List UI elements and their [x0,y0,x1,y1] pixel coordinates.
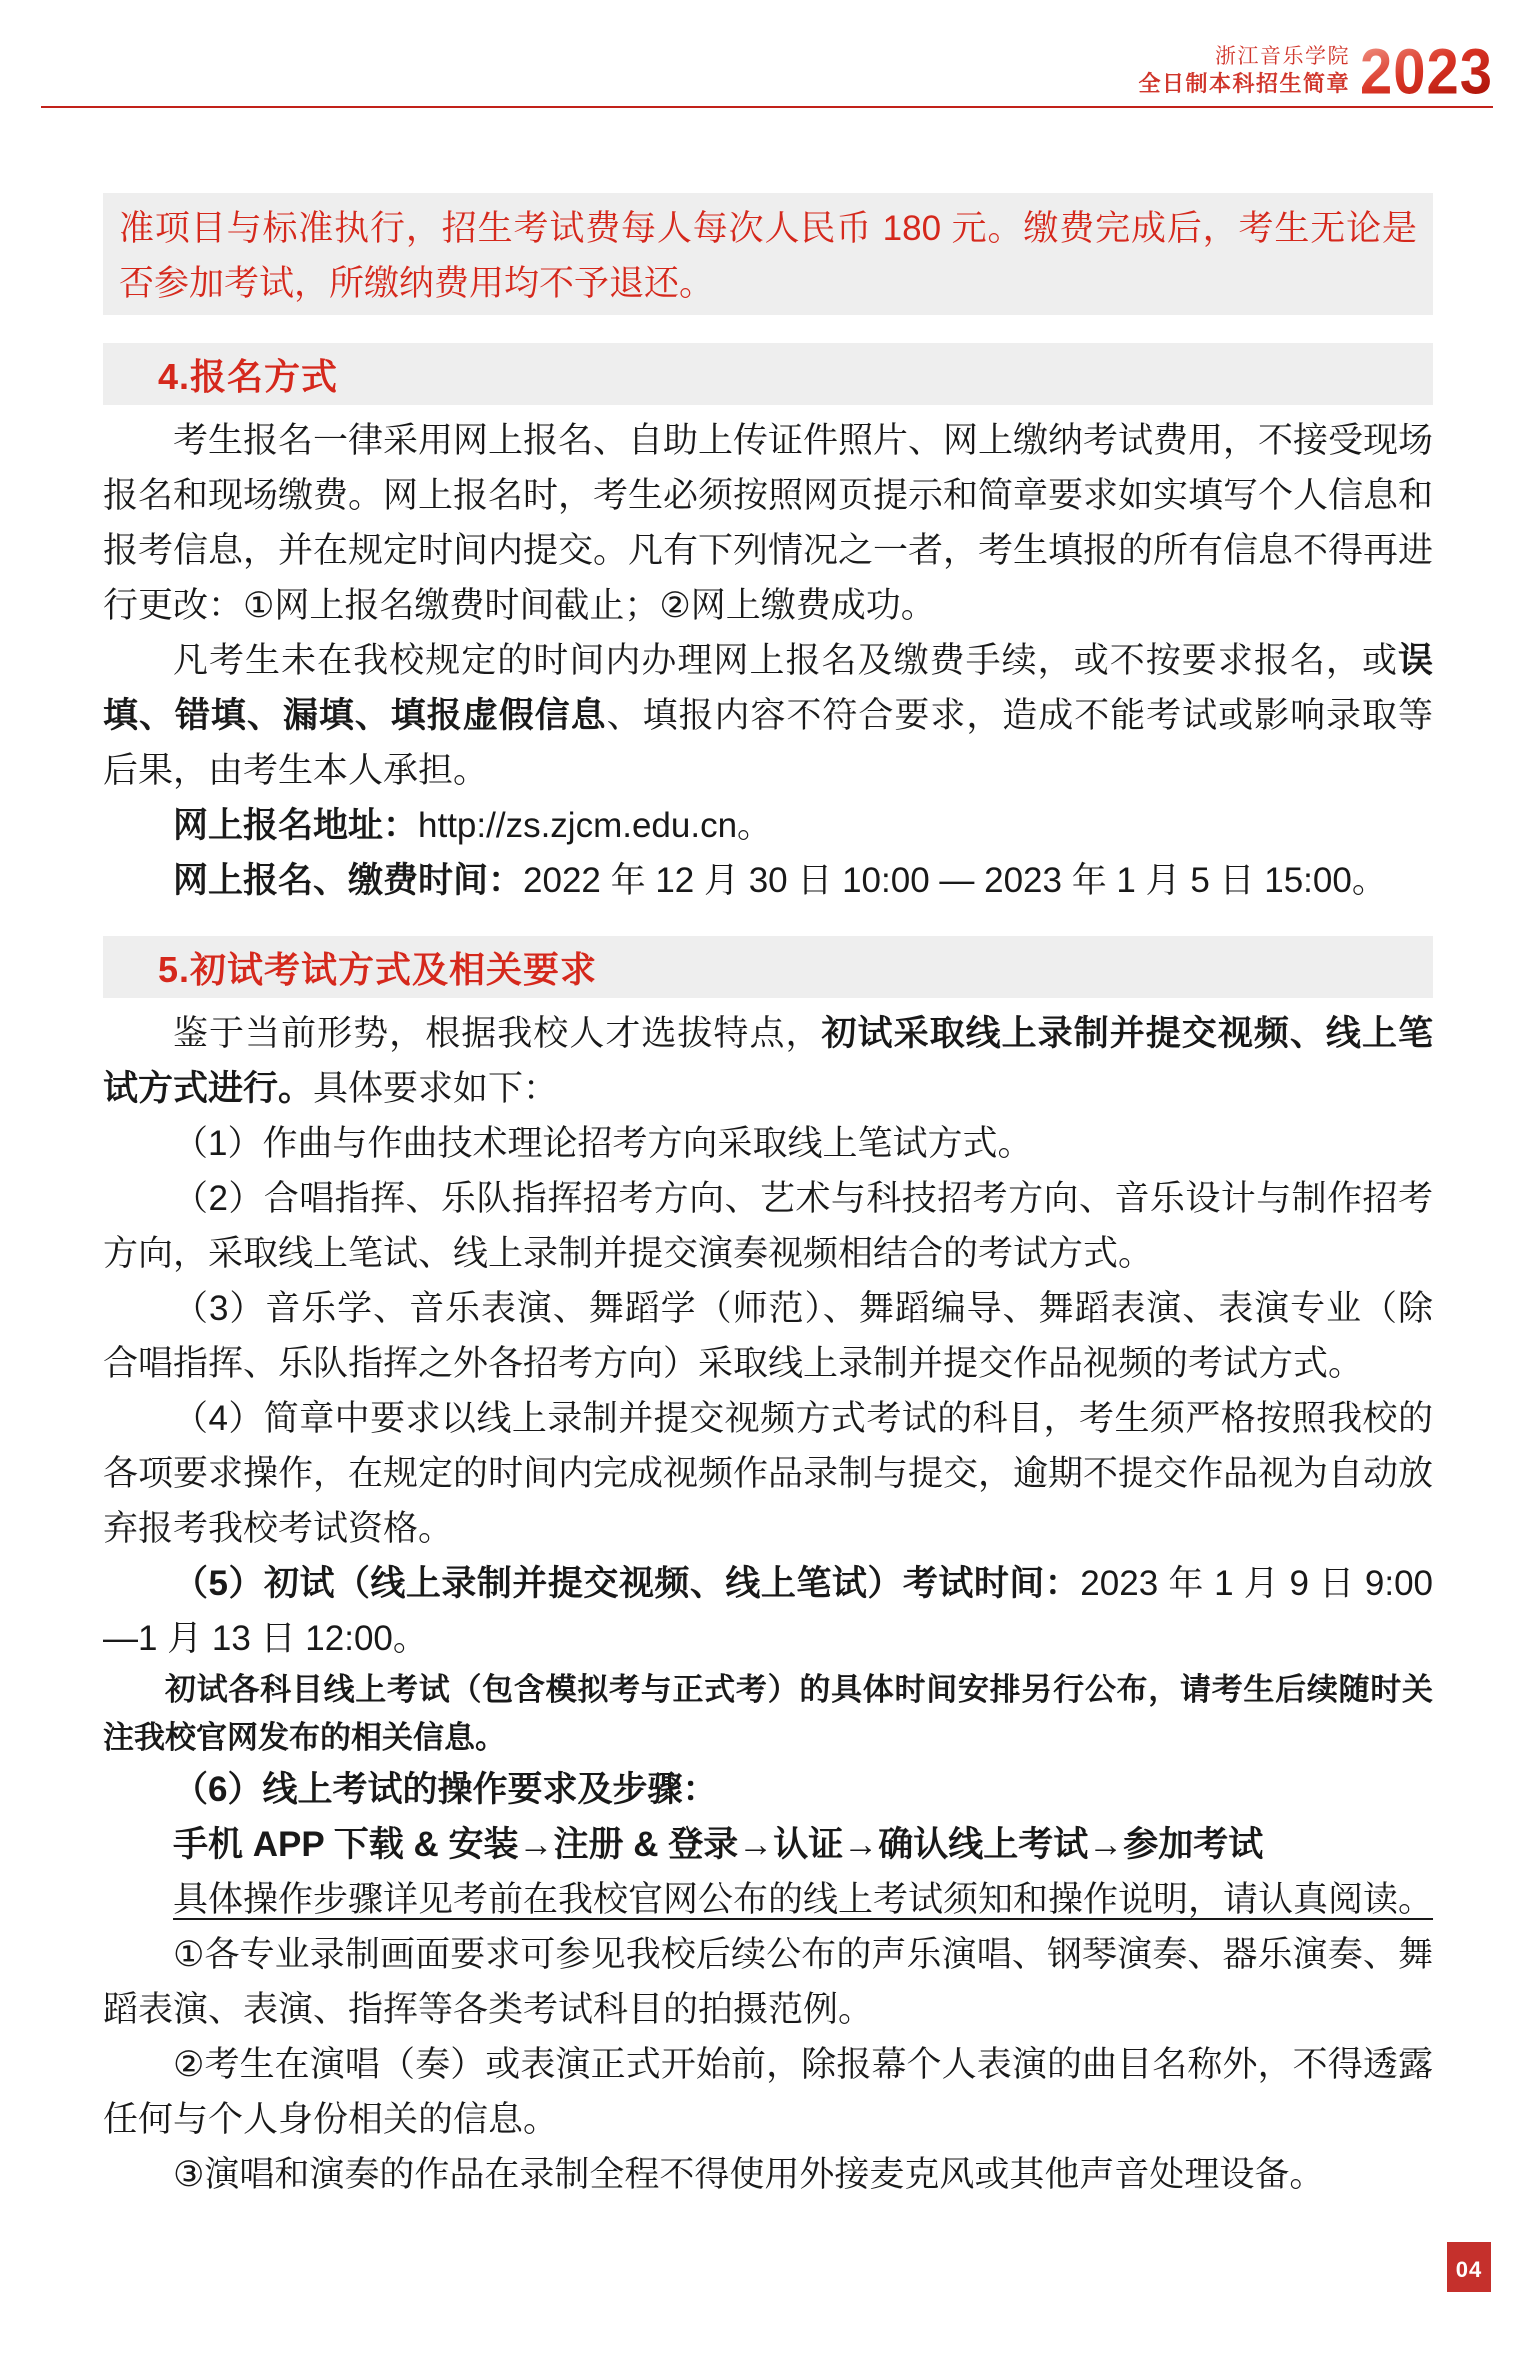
preliminary-exam-overview-paragraph [103,1006,1433,1116]
identity-privacy-paragraph [103,2037,1433,2147]
text-segment: （6）线上考试的操作要求及步骤： [173,1770,718,1809]
text-segment: （1）作曲与作曲技术理论招考方向采取线上笔试方式。 [173,1124,1033,1163]
section-5-title-bar [103,936,1433,998]
section-4-title-bar [103,343,1433,405]
text-segment: 鉴于当前形势，根据我校人才选拔特点， [173,1014,822,1053]
text-segment: 初试采取线上录制并提交视频、线上笔试方式进行。 [103,1014,1433,1108]
text-segment: 2023 年 1 月 9 日 9:00—1 月 13 日 12:00。 [103,1564,1433,1658]
text-segment: ③演唱和演奏的作品在录制全程不得使用外接麦克风或其他声音处理设备。 [173,2155,1325,2194]
registration-responsibility-paragraph [103,633,1433,798]
recording-sample-paragraph [103,1927,1433,2037]
text-segment: 、填报内容不符合要求，造成不能考试或影响录取等后果，由考生本人承担。 [103,696,1433,790]
text-segment: 2022 年 12 月 30 日 10:00 — 2023 年 1 月 5 日 15:00。 [523,861,1387,900]
year-label: 2023 [1359,36,1493,108]
exam-schedule-note-paragraph [103,1666,1433,1762]
fee-notice-banner [103,193,1433,315]
text-segment: 网上报名地址： [173,806,419,845]
text-segment: ②考生在演唱（奏）或表演正式开始前，除报幕个人表演的曲目名称外，不得透露任何与个人身份相关的信息。 [103,2045,1433,2139]
operation-guide-paragraph [103,1872,1433,1927]
text-segment: （5）初试（线上录制并提交视频、线上笔试）考试时间： [173,1564,1081,1603]
requirement-3-paragraph [103,1281,1433,1391]
requirement-5-exam-time-paragraph [103,1556,1433,1666]
text-segment: 具体操作步骤详见考前在我校官网公布的线上考试须知和操作说明，请认真阅读。 [173,1880,1434,1919]
text-segment: 网上报名、缴费时间： [173,861,524,900]
text-segment: 具体要求如下： [313,1069,559,1108]
text-segment: （4）简章中要求以线上录制并提交视频方式考试的科目，考生须严格按照我校的各项要求操作，在规定的时间内完成视频作品录制与提交，逾期不提交作品视为自动放弃报考我校考试资格。 [103,1399,1434,1548]
requirement-4-paragraph [103,1391,1433,1556]
registration-time-paragraph [103,853,1433,908]
text-segment: （3）音乐学、音乐表演、舞蹈学（师范）、舞蹈编导、舞蹈表演、表演专业（除合唱指挥、乐队指挥之外各招考方向）采取线上录制并提交作品视频的考试方式。 [103,1289,1433,1383]
text-segment: 手机 APP 下载 & 安装→注册 & 登录→认证→确认线上考试→参加考试 [173,1825,1264,1864]
brochure-title: 全日制本科招生简章 [1138,71,1350,96]
requirement-6-paragraph [103,1762,1433,1817]
section-4-title: 4.报名方式 [158,355,339,397]
requirement-1-paragraph [103,1116,1433,1171]
text-segment: 初试各科目线上考试（包含模拟考与正式考）的具体时间安排另行公布，请考生后续随时关注我校官网发布的相关信息。 [103,1672,1433,1755]
no-external-mic-paragraph [103,2147,1433,2202]
school-name: 浙江音乐学院 [1214,45,1350,68]
requirement-2-paragraph [103,1171,1433,1281]
registration-url-paragraph [103,798,1433,853]
text-segment: 准项目与标准执行，招生考试费每人每次人民币 180 元。缴费完成后，考生无论是否参加考试，所缴纳费用均不予退还。 [119,209,1417,303]
text-segment: 凡考生未在我校规定的时间内办理网上报名及缴费手续，或不按要求报名，或 [173,641,1398,680]
document-content [103,193,1433,2202]
text-segment: ①各专业录制画面要求可参见我校后续公布的声乐演唱、钢琴演奏、器乐演奏、舞蹈表演、表演、指挥等各类考试科目的拍摄范例。 [103,1935,1433,2029]
registration-method-paragraph [103,413,1433,633]
text-segment: 考生报名一律采用网上报名、自助上传证件照片、网上缴纳考试费用，不接受现场报名和现场缴费。网上报名时，考生必须按照网页提示和简章要求如实填写个人信息和报考信息，并在规定时间内提交。凡有下列情况之一者，考生填报的所有信息不得再进行更改：①网上报名缴费时间截止；②网上缴费成功。 [103,421,1434,625]
page-header [41,30,1493,108]
header-titles [1138,44,1350,98]
text-segment: 误填、错填、漏填、填报虚假信息 [103,641,1433,735]
section-5-title: 5.初试考试方式及相关要求 [158,948,598,990]
page-number-badge: 04 [1447,2242,1491,2292]
app-steps-paragraph [103,1817,1433,1872]
text-segment: http://zs.zjcm.edu.cn。 [418,806,773,845]
text-segment: （2）合唱指挥、乐队指挥招考方向、艺术与科技招考方向、音乐设计与制作招考方向，采取线上笔试、线上录制并提交演奏视频相结合的考试方式。 [103,1179,1433,1273]
